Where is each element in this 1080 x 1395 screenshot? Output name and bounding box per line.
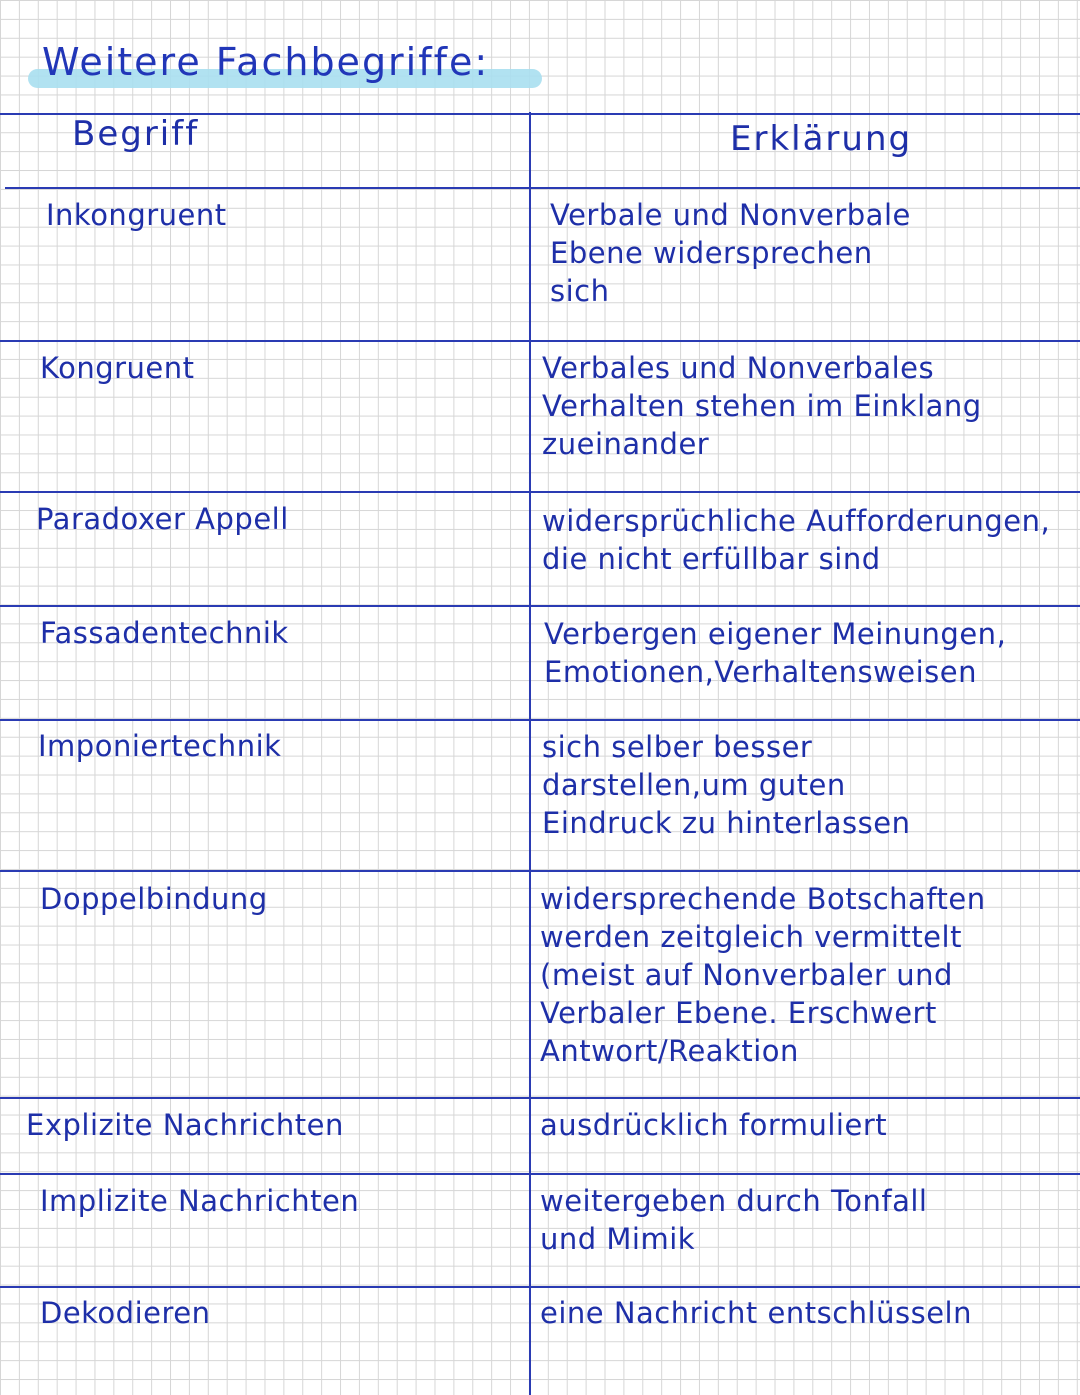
term-cell: Paradoxer Appell — [36, 502, 289, 536]
page-title: Weitere Fachbegriffe: — [42, 40, 490, 84]
row-divider — [0, 719, 1080, 721]
explanation-cell: sich selber besser darstellen,um guten Eindruck zu hinterlassen — [542, 730, 911, 840]
row-divider — [0, 1173, 1080, 1175]
term-cell: Kongruent — [40, 351, 195, 385]
explanation-cell: Verbales und Nonverbales Verhalten stehen im Einklang zueinander — [542, 351, 982, 461]
row-divider — [0, 605, 1080, 607]
explanation-cell: widersprüchliche Aufforderungen, die nicht erfüllbar sind — [542, 504, 1051, 576]
explanation-cell: eine Nachricht entschlüsseln — [540, 1296, 972, 1330]
row-divider — [0, 1286, 1080, 1288]
term-cell: Implizite Nachrichten — [40, 1184, 360, 1218]
explanation-cell: ausdrücklich formuliert — [540, 1108, 888, 1142]
column-divider — [529, 112, 531, 1395]
explanation-cell: Verbergen eigener Meinungen, Emotionen,Verhaltensweisen — [544, 617, 1007, 689]
explanation-cell: Verbale und Nonverbale Ebene widersprechen sich — [550, 198, 911, 308]
row-divider — [0, 491, 1080, 493]
explanation-cell: widersprechende Botschaften werden zeitgleich vermittelt (meist auf Nonverbaler und Verbaler Ebene. Erschwert Antwort/Reaktion — [540, 882, 986, 1068]
term-cell: Dekodieren — [40, 1296, 211, 1330]
term-cell: Inkongruent — [46, 198, 227, 232]
page-title-block — [28, 36, 548, 96]
row-divider — [0, 340, 1080, 342]
term-cell: Doppelbindung — [40, 882, 268, 916]
row-divider — [0, 870, 1080, 872]
term-cell: Fassadentechnik — [40, 616, 289, 650]
explanation-cell: weitergeben durch Tonfall und Mimik — [540, 1184, 928, 1256]
row-divider — [0, 1097, 1080, 1099]
column-header-explanation: Erklärung — [730, 119, 913, 159]
column-header-term: Begriff — [72, 114, 200, 154]
term-cell: Explizite Nachrichten — [26, 1108, 344, 1142]
term-cell: Imponiertechnik — [38, 729, 282, 763]
header-bottom-rule — [5, 187, 1080, 189]
